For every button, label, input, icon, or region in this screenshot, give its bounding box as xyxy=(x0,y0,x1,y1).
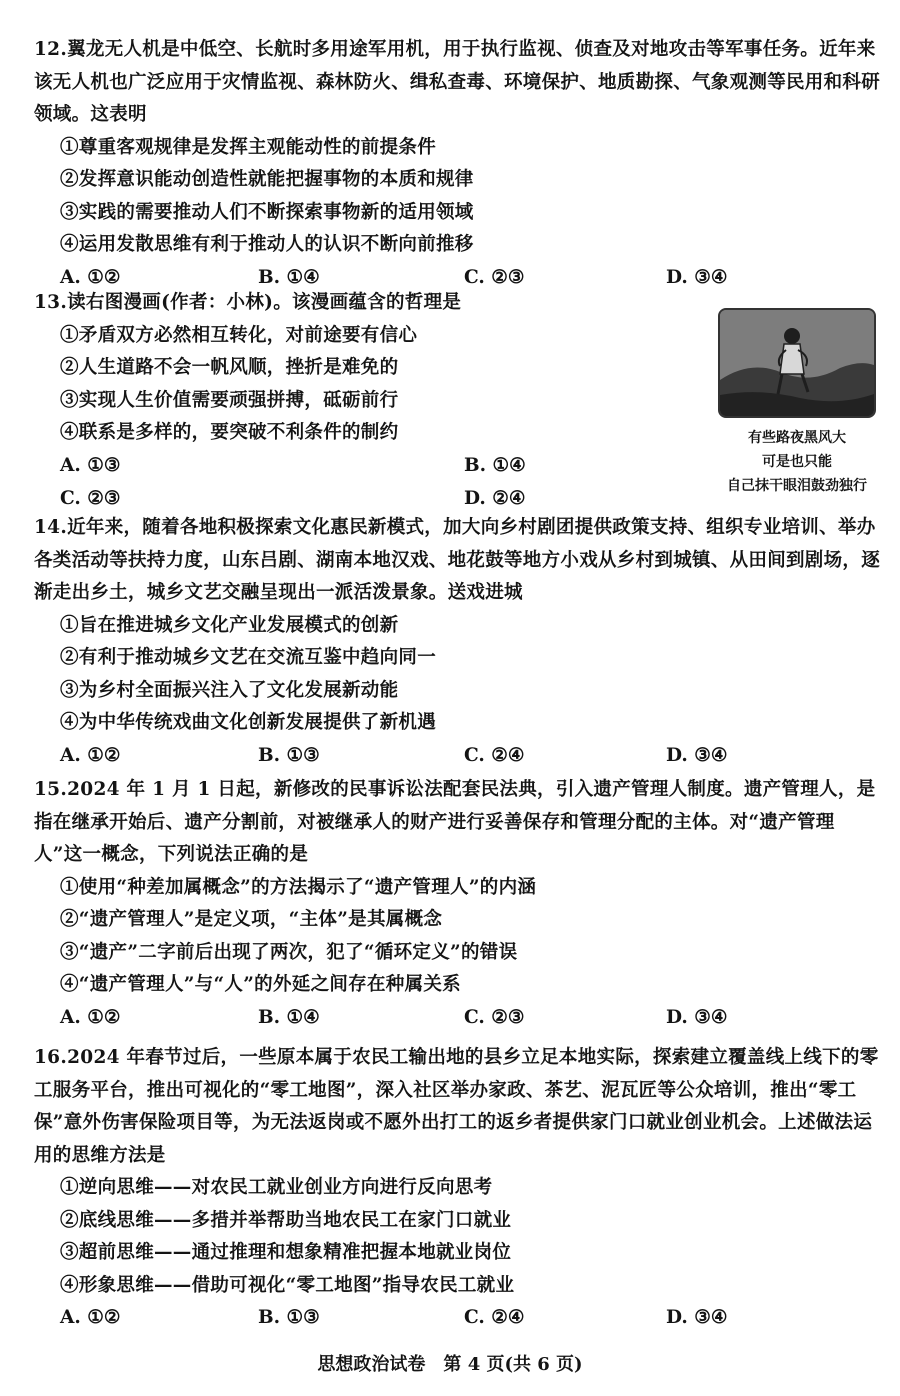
option-2: ②底线思维——多措并举帮助当地农民工在家门口就业 xyxy=(60,1209,512,1231)
option-3: ③实现人生价值需要顽强拼搏，砥砺前行 xyxy=(60,389,399,411)
comic-figure xyxy=(712,308,882,498)
option-4: ④“遗产管理人”与“人”的外延之间存在种属关系 xyxy=(60,974,461,995)
option-4: ④联系是多样的，要突破不利条件的制约 xyxy=(60,422,399,443)
comic-caption xyxy=(712,426,882,498)
answer-choices-row-1 xyxy=(34,450,694,483)
answer-a: A. ①② xyxy=(60,744,121,766)
page-footer: 思想政治试卷 第 4 页(共 6 页) xyxy=(317,1354,583,1375)
answer-b: B. ①④ xyxy=(258,266,320,288)
answer-d: D. ③④ xyxy=(666,266,728,288)
answer-b: B. ①④ xyxy=(258,1006,320,1028)
answer-choices xyxy=(34,1302,880,1335)
option-3: ③超前思维——通过推理和想象精准把握本地就业岗位 xyxy=(60,1242,512,1263)
option-3: ③为乡村全面振兴注入了文化发展新动能 xyxy=(60,679,399,701)
question-stem xyxy=(34,287,694,320)
question-text: 近年来，随着各地积极探索文化惠民新模式，加大向乡村剧团提供政策支持、组织专业培训、举办各类活动等扶持力度，山东吕剧、湖南本地汉戏、地花鼓等地方小戏从乡村到城镇、从田间到剧场，逐渐走出乡土，城乡文艺交融呈现出一派活泼景象。送戏进城 xyxy=(34,517,881,603)
question-stem xyxy=(34,512,880,610)
question-number: 12. xyxy=(34,39,68,60)
caption-line: 可是也只能 xyxy=(762,454,832,470)
caption-line: 自己抹干眼泪鼓劲独行 xyxy=(727,478,867,494)
option-4: ④形象思维——借助可视化“零工地图”指导农民工就业 xyxy=(60,1274,515,1296)
question-stem xyxy=(34,1042,880,1172)
comic-image xyxy=(718,308,876,418)
question-text: 读右图漫画(作者：小林)。该漫画蕴含的哲理是 xyxy=(67,292,462,313)
question-stem xyxy=(34,774,880,872)
answer-d: D. ③④ xyxy=(666,1006,728,1028)
option-2: ②“遗产管理人”是定义项，“主体”是其属概念 xyxy=(60,909,443,930)
answer-choices xyxy=(34,1002,880,1035)
option-2: ②有利于推动城乡文艺在交流互鉴中趋向同一 xyxy=(60,647,437,668)
question-12 xyxy=(34,34,880,295)
question-number: 14. xyxy=(34,517,68,538)
answer-b: B. ①③ xyxy=(258,744,320,766)
option-3: ③“遗产”二字前后出现了两次，犯了“循环定义”的错误 xyxy=(60,941,518,963)
caption-line: 有些路夜黑风大 xyxy=(748,430,846,446)
question-number: 13. xyxy=(34,292,68,313)
option-1: ①旨在推进城乡文化产业发展模式的创新 xyxy=(60,614,399,636)
question-text: 翼龙无人机是中低空、长航时多用途军用机，用于执行监视、侦查及对地攻击等军事任务。近年来该无人机也广泛应用于灾情监视、森林防火、缉私查毒、环境保护、地质勘探、气象观测等民用和科研领域。这表明 xyxy=(34,39,881,125)
question-number: 15. xyxy=(34,779,68,800)
option-1: ①逆向思维——对农民工就业创业方向进行反向思考 xyxy=(60,1177,493,1198)
question-text: 2024 年春节过后，一些原本属于农民工输出地的县乡立足本地实际，探索建立覆盖线上线下的零工服务平台，推出可视化的“零工地图”，深入社区举办家政、茶艺、泥瓦匠等公众培训，推出“零工保”意外伤害保险项目等，为无法返岗或不愿外出打工的返乡者提供家门口就业创业机会。上述做法运用的思维方法是 xyxy=(34,1047,879,1166)
answer-choices xyxy=(34,740,880,773)
question-text: 2024 年 1 月 1 日起，新修改的民事诉讼法配套民法典，引入遗产管理人制度。遗产管理人，是指在继承开始后、遗产分割前，对被继承人的财产进行妥善保存和管理分配的主体。对“遗产管理人”这一概念，下列说法正确的是 xyxy=(34,779,876,865)
option-2: ②发挥意识能动创造性就能把握事物的本质和规律 xyxy=(60,169,474,190)
option-3: ③实践的需要推动人们不断探索事物新的适用领域 xyxy=(60,201,474,223)
answer-d: D. ③④ xyxy=(666,1307,728,1328)
answer-a: A. ①② xyxy=(60,1307,121,1328)
answer-c: C. ②③ xyxy=(60,487,121,509)
option-4: ④运用发散思维有利于推动人的认识不断向前推移 xyxy=(60,234,474,255)
answer-c: C. ②③ xyxy=(464,266,525,288)
question-stem xyxy=(34,34,880,132)
answer-d: D. ②④ xyxy=(464,487,526,509)
question-14 xyxy=(34,512,880,773)
answer-a: A. ①② xyxy=(60,266,121,288)
question-number: 16. xyxy=(34,1047,68,1068)
question-16 xyxy=(34,1042,880,1335)
option-1: ①矛盾双方必然相互转化，对前途要有信心 xyxy=(60,324,418,346)
option-4: ④为中华传统戏曲文化创新发展提供了新机遇 xyxy=(60,712,437,733)
comic-illustration-icon xyxy=(720,310,874,416)
option-2: ②人生道路不会一帆风顺，挫折是难免的 xyxy=(60,357,399,378)
option-1: ①尊重客观规律是发挥主观能动性的前提条件 xyxy=(60,136,437,158)
answer-b: B. ①③ xyxy=(258,1307,320,1328)
answer-c: C. ②③ xyxy=(464,1006,525,1028)
answer-a: A. ①② xyxy=(60,1006,121,1028)
option-1: ①使用“种差加属概念”的方法揭示了“遗产管理人”的内涵 xyxy=(60,876,537,898)
answer-b: B. ①④ xyxy=(464,454,526,476)
question-13 xyxy=(34,287,694,516)
answer-c: C. ②④ xyxy=(464,1307,525,1328)
question-15 xyxy=(34,774,880,1035)
answer-a: A. ①③ xyxy=(60,454,121,476)
answer-d: D. ③④ xyxy=(666,744,728,766)
answer-choices-row-2 xyxy=(34,483,694,516)
answer-c: C. ②④ xyxy=(464,744,525,766)
